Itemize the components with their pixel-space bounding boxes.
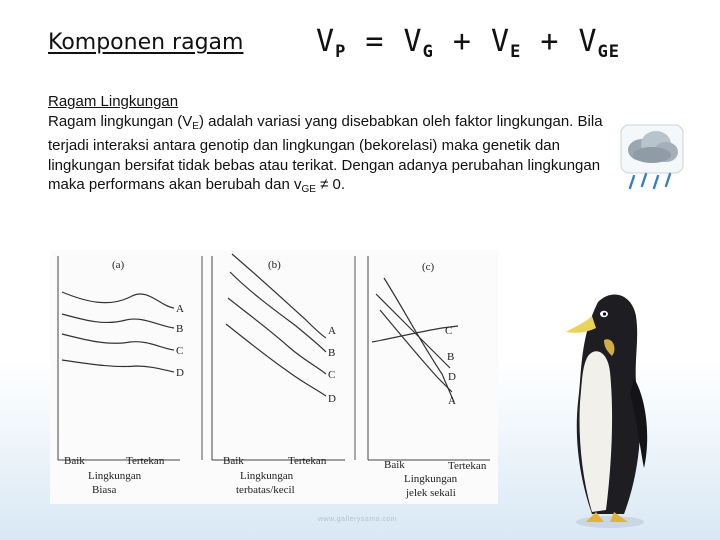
genotype-line-d xyxy=(62,360,174,372)
line-label: A xyxy=(328,325,336,337)
watermark: www.gallerysamo.com xyxy=(318,516,398,523)
x-label-right: Tertekan xyxy=(288,455,327,467)
genotype-line-c xyxy=(228,298,326,374)
panel-b xyxy=(212,254,345,496)
formula-vge: $V_{GE}$ xyxy=(578,24,621,62)
genotype-line-a xyxy=(62,292,174,308)
line-label: B xyxy=(176,323,184,335)
environment-label: Lingkungan xyxy=(88,470,142,482)
genotype-line-c xyxy=(62,334,174,350)
formula-plus: + xyxy=(540,24,560,59)
title-bar xyxy=(48,22,708,72)
x-label-right: Tertekan xyxy=(448,460,487,472)
interaction-diagram xyxy=(50,250,498,504)
rain-cloud-icon xyxy=(620,124,684,198)
x-label-right: Tertekan xyxy=(126,455,165,467)
body-text xyxy=(48,92,616,200)
line-label: C xyxy=(445,325,453,337)
environment-label: Lingkungan xyxy=(240,470,294,482)
panel-c xyxy=(368,256,490,499)
slide-title: Komponen ragam xyxy=(48,30,244,55)
genotype-line-d xyxy=(226,324,326,396)
environment-label: terbatas/kecil xyxy=(236,484,295,496)
x-label-left: Baik xyxy=(223,455,244,467)
formula-plus: + xyxy=(452,24,472,59)
panel-a xyxy=(58,256,184,496)
panel-label: (c) xyxy=(422,261,435,273)
line-label: B xyxy=(447,351,455,363)
panel-label: (a) xyxy=(112,259,125,271)
line-label: C xyxy=(176,345,184,357)
line-label: C xyxy=(328,369,336,381)
line-label: A xyxy=(176,303,184,315)
penguin-illustration xyxy=(552,282,660,530)
panel-label: (b) xyxy=(268,259,281,271)
environment-label: Biasa xyxy=(92,484,117,496)
interaction-figure xyxy=(50,250,498,504)
section-paragraph: Ragam lingkungan $(V_E)$ adalah variasi yang disebabkan oleh faktor lingkungan. Bila terjadi interaksi antara genotip dan lingkungan (bekorelasi) maka genetik dan lingkungan bersifat tidak bebas atau terikat. Dengan adanya perubahan lingkungan maka performans akan berubah dan $v_{GE} \ne 0$. xyxy=(48,112,603,196)
section-heading: Ragam Lingkungan xyxy=(48,93,179,110)
environment-label: Lingkungan xyxy=(404,473,458,485)
line-label: D xyxy=(328,393,336,405)
formula-equals: = xyxy=(365,24,385,59)
x-label-left: Baik xyxy=(384,459,405,471)
genotype-line-b xyxy=(376,294,453,368)
line-label: D xyxy=(448,371,456,383)
line-label: B xyxy=(328,347,336,359)
line-label: D xyxy=(176,367,184,379)
variance-formula xyxy=(316,24,620,62)
line-label: A xyxy=(448,395,456,407)
genotype-line-b xyxy=(62,314,174,328)
formula-ve: $V_E$ xyxy=(491,24,522,62)
x-label-left: Baik xyxy=(64,455,85,467)
environment-label: jelek sekali xyxy=(406,487,456,499)
formula-vp: $V_P$ xyxy=(316,24,347,62)
genotype-line-b xyxy=(230,272,326,352)
genotype-line-d xyxy=(380,310,455,392)
formula-vg: $V_G$ xyxy=(403,24,434,62)
